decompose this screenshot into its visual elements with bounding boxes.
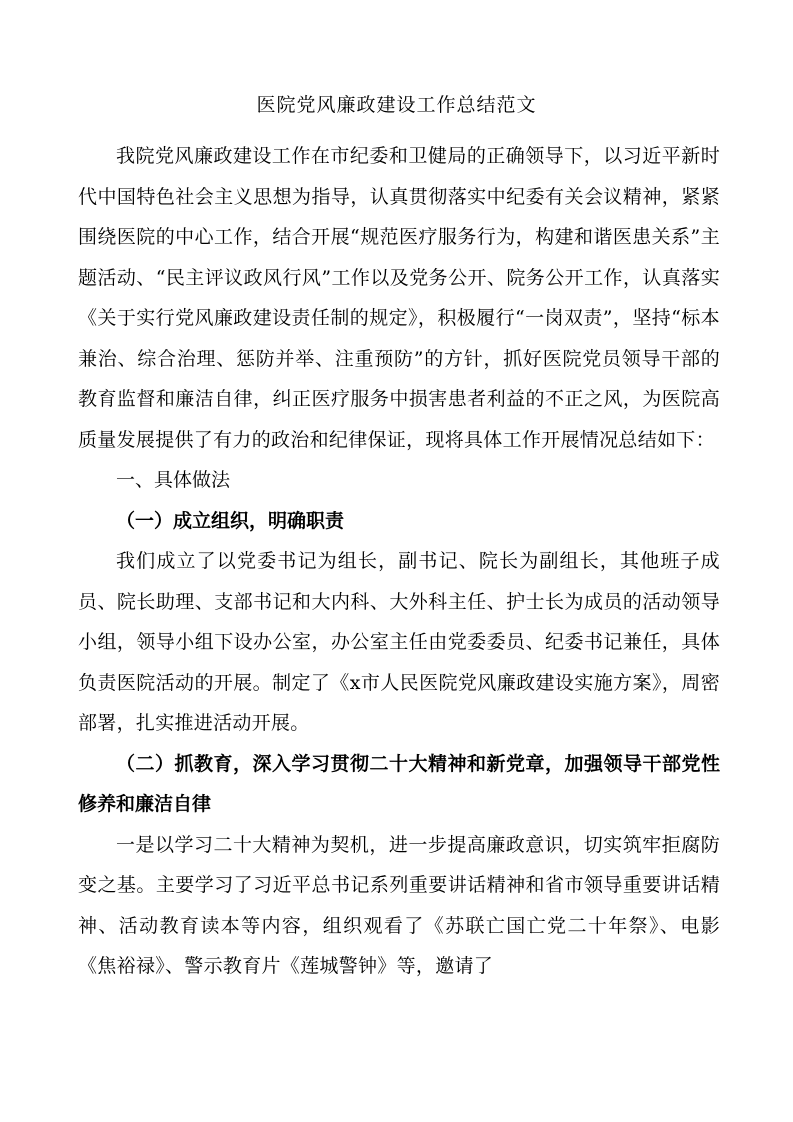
section-heading-1: 一、具体做法 — [116, 469, 231, 491]
intro-paragraph: 我院党风廉政建设工作在市纪委和卫健局的正确领导下，以习近平新时代中国特色社会主义思想为指导，认真贯彻落实中纪委有关会议精神，紧紧围绕医院的中心工作，结合开展“规范医疗服务行为，构建和谐医患关系”主题活动、“民主评议政风行风”工作以及党务公开、院务公开工作，认真落实《关于实行党风廉政建设责任制的规定》，积极履行“一岗双责”，坚持“标本兼治、综合治理、惩防并举、注重预防”的方针，抓好医院党员领导干部的教育监督和廉洁自律，纠正医疗服务中损害患者利益的不正之风，为医院高质量发展提供了有力的政治和纪律保证，现将具体工作开展情况总结如下： — [78, 145, 720, 451]
subsection-heading-1: （一）成立组织，明确职责 — [116, 509, 345, 532]
subsection-paragraph-1: 我们成立了以党委书记为组长，副书记、院长为副组长，其他班子成员、院长助理、支部书记和大内科、大外科主任、护士长为成员的活动领导小组，领导小组下设办公室，办公室主任由党委委员、纪委书记兼任，具体负责医院活动的开展。制定了《x市人民医院党风廉政建设实施方案》，周密部署，扎实推进活动开展。 — [78, 550, 720, 734]
subsection-paragraph-2: 一是以学习二十大精神为契机，进一步提高廉政意识，切实筑牢拒腐防变之基。主要学习了习近平总书记系列重要讲话精神和省市领导重要讲话精神、活动教育读本等内容，组织观看了《苏联亡国亡党二十年祭》、电影《焦裕禄》、警示教育片《莲城警钟》等，邀请了 — [78, 833, 720, 977]
document-body — [78, 136, 720, 987]
document-title: 医院党风廉政建设工作总结范文 — [256, 94, 537, 116]
subsection-heading-2: （二）抓教育，深入学习贯彻二十大精神和新党章，加强领导干部党性修养和廉洁自律 — [78, 752, 720, 815]
